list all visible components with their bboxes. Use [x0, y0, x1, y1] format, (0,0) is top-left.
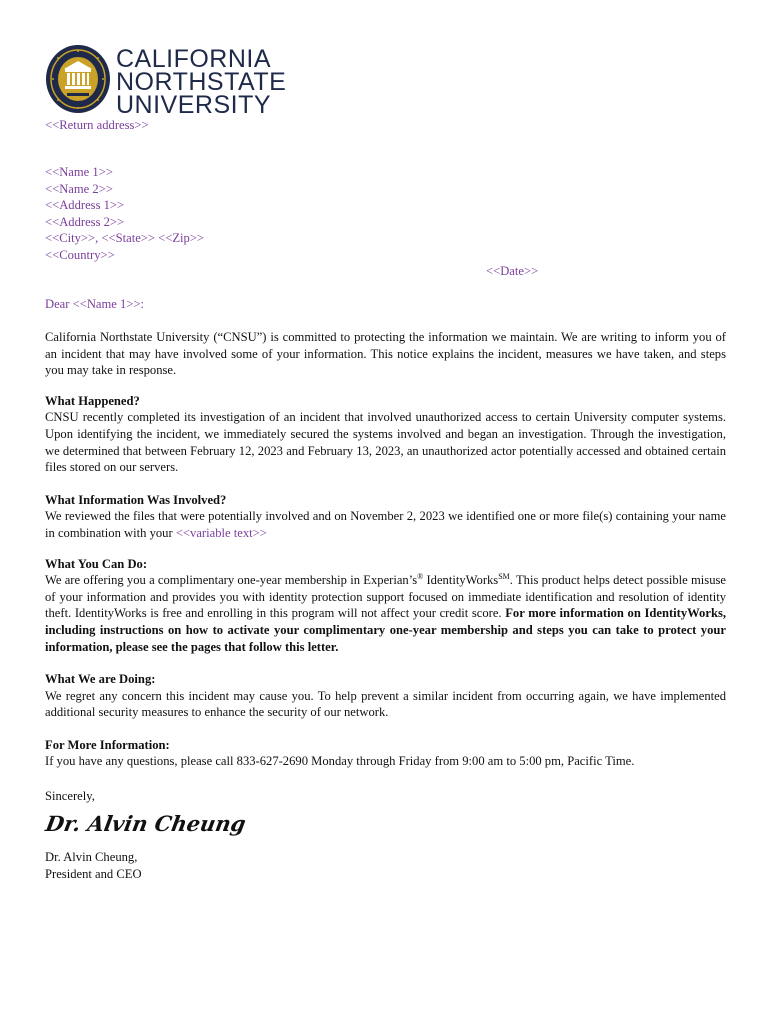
recipient-address-block — [45, 164, 204, 263]
what-information-body — [45, 508, 726, 541]
what-you-can-do-body — [45, 572, 726, 655]
service-mark: SM — [498, 571, 510, 581]
recipient-name2: <<Name 2>> — [45, 181, 113, 196]
university-seal-icon — [45, 44, 111, 114]
recipient-city-state-zip: <<City>>, <<State>> <<Zip>> — [45, 231, 205, 245]
offer-bold-instructions: For more information on IdentityWorks, including instructions on how to activate your complimentary one-year membership and steps you can take to protect your information, please see the pages that follow this letter. — [45, 606, 726, 654]
section-what-happened — [45, 393, 726, 476]
recipient-country: <<Country>> — [45, 247, 115, 262]
variable-text-placeholder: <<variable text>> — [175, 525, 267, 540]
signer-name: Dr. Alvin Cheung, — [45, 850, 138, 864]
what-we-are-doing-body: We regret any concern this incident may cause you. To help prevent a similar incident from occurring again, we have implemented additional security measures to enhance the security of our network. — [45, 688, 726, 720]
recipient-address2: <<Address 2>> — [45, 214, 125, 229]
university-name-line2: NORTHSTATE — [116, 68, 287, 96]
what-you-can-do-heading: What You Can Do: — [45, 556, 148, 571]
section-what-you-can-do — [45, 556, 726, 656]
registered-mark: ® — [417, 571, 424, 581]
recipient-address1: <<Address 1>> — [45, 198, 125, 212]
section-more-information — [45, 737, 726, 770]
closing: Sincerely, — [45, 789, 95, 803]
more-information-heading: For More Information: — [45, 737, 170, 752]
what-information-text: We reviewed the files that were potentially involved and on November 2, 2023 we identified one or more file(s) containing your name in combination with your — [45, 509, 726, 540]
offer-text-start: We are offering you a complimentary one-year membership in Experian’s — [45, 573, 418, 588]
university-seal-logo — [45, 44, 111, 114]
more-information-body: If you have any questions, please call 833-627-2690 Monday through Friday from 9:00 am to 5:00 pm, Pacific Time. — [45, 754, 635, 769]
product-name: IdentityWorks — [423, 573, 499, 588]
university-name-line1: CALIFORNIA — [116, 45, 272, 73]
what-we-are-doing-heading: What We are Doing: — [45, 672, 156, 687]
recipient-name1: <<Name 1>> — [45, 165, 113, 179]
section-what-we-are-doing — [45, 671, 726, 721]
letter-date: <<Date>> — [486, 264, 539, 278]
offer-text-rest: . This product helps detect possible misuse of your information and provides you with identity protection support focused on immediate identification and resolution of identity theft. IdentityWorks is free and enrolling in this program will not affect your credit score. — [45, 573, 726, 621]
university-name-line3: UNIVERSITY — [116, 91, 272, 119]
what-happened-heading: What Happened? — [45, 393, 140, 408]
what-happened-body: CNSU recently completed its investigation of an incident that involved unauthorized access to certain University computer systems. Upon identifying the incident, we immediately secured the systems involved and began an investigation. Through the investigation, we determined that between February 12, 2023 and February 13, 2023, an unauthorized actor potentially accessed and obtained certain files stored on our servers. — [45, 410, 726, 475]
signature: Dr. Alvin Cheung — [43, 811, 248, 836]
return-address: <<Return address>> — [45, 118, 149, 132]
what-information-heading: What Information Was Involved? — [45, 492, 227, 507]
letter-body — [45, 329, 726, 770]
intro-paragraph: California Northstate University (“CNSU”) is committed to protecting the information we maintain. We are writing to inform you of an incident that may have involved some of your information. This notice explains the incident, measures we have taken, and steps you may take in response. — [45, 330, 726, 378]
salutation: Dear <<Name 1>>: — [45, 297, 145, 311]
section-what-information — [45, 492, 726, 542]
signer-title: President and CEO — [45, 867, 142, 881]
